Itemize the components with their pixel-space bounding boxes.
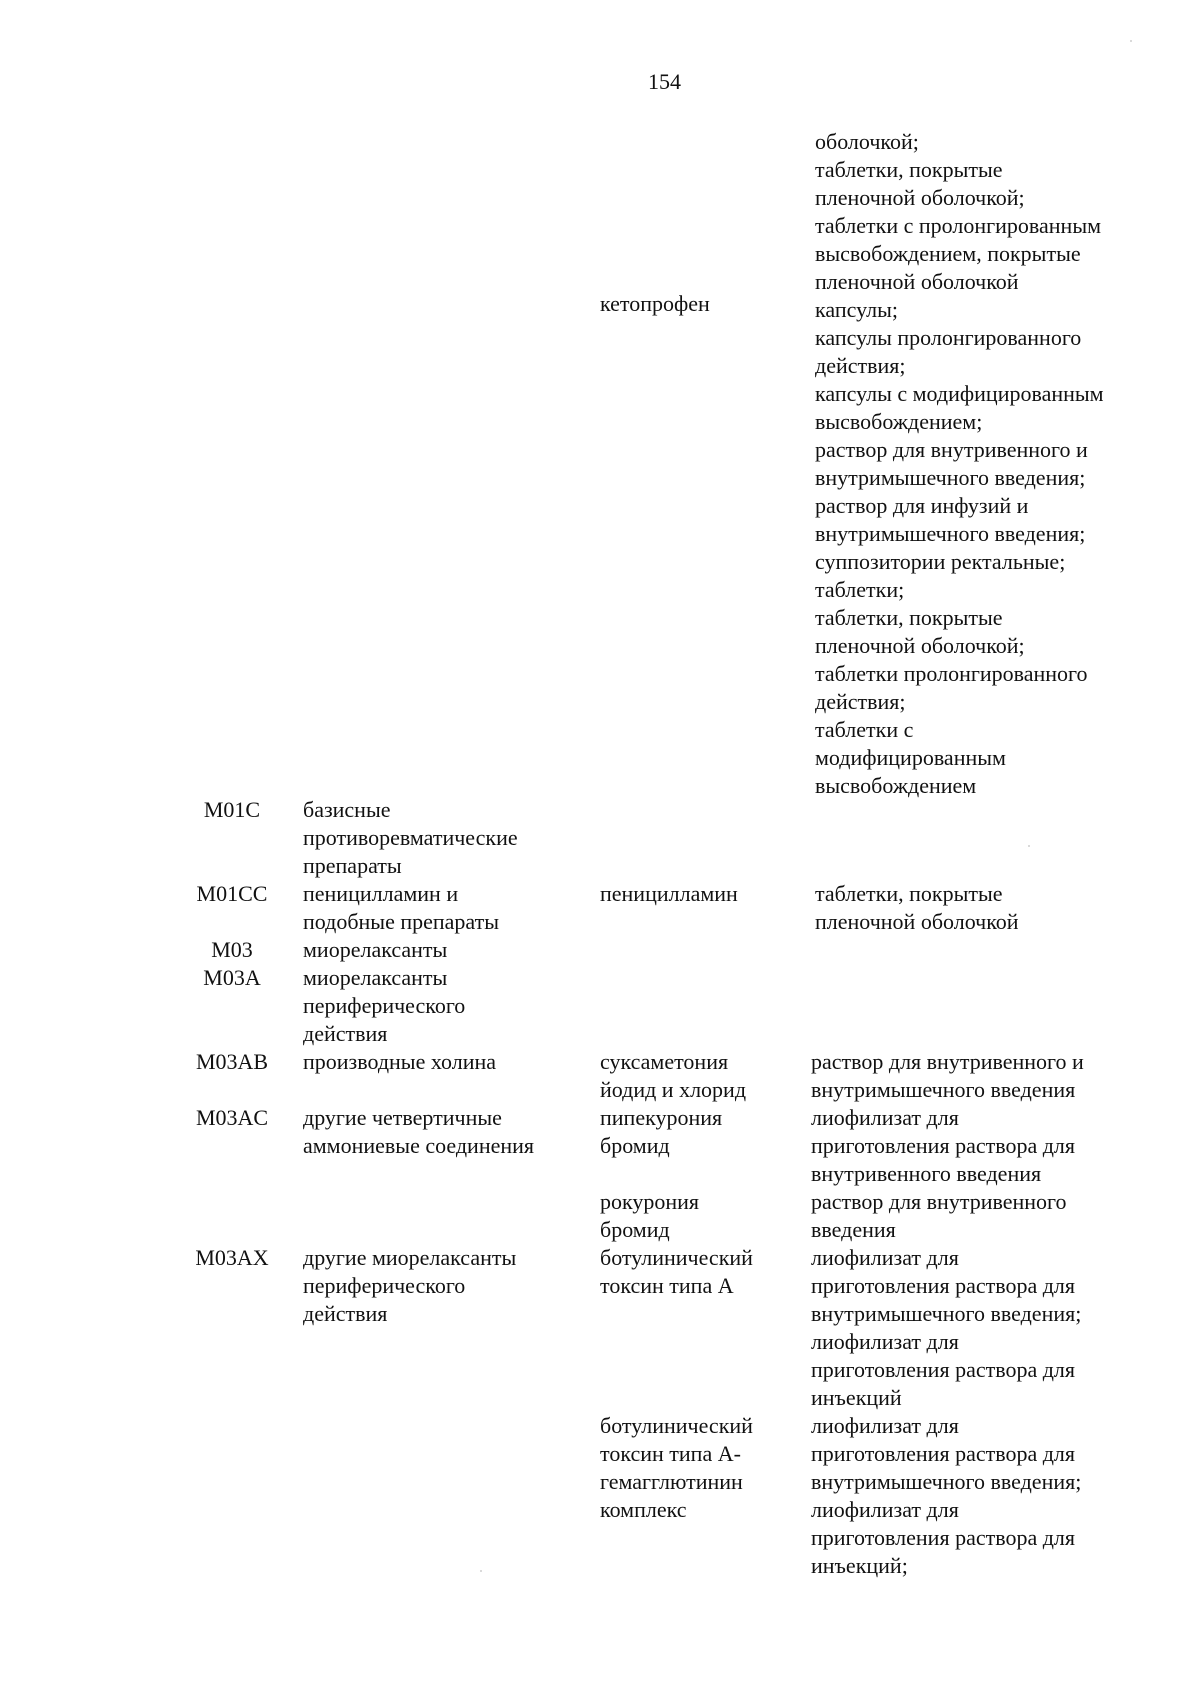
drug-name: [600, 1412, 753, 1524]
drug-name-line: бромид: [600, 1133, 670, 1158]
dosage-form-line: высвобождением;: [815, 409, 983, 434]
group-name-line: другие миорелаксанты: [303, 1245, 517, 1270]
dosage-form-line: раствор для внутривенного: [811, 1189, 1067, 1214]
atc-code: [172, 796, 292, 824]
atc-code-text: M03: [211, 937, 253, 962]
drug-name-line: токсин типа А-: [600, 1441, 741, 1466]
dosage-form-line: высвобождением, покрытые: [815, 241, 1081, 266]
dosage-form-line: лиофилизат для: [811, 1105, 959, 1130]
group-name: [303, 1048, 496, 1076]
dosage-form-line: капсулы пролонгированного: [815, 325, 1082, 350]
group-name-line: подобные препараты: [303, 909, 500, 934]
group-name: [303, 880, 499, 936]
dosage-form-line: приготовления раствора для: [811, 1357, 1075, 1382]
dosage-form-line: пленочной оболочкой: [815, 909, 1019, 934]
group-name-line: производные холина: [303, 1049, 497, 1074]
dosage-form-line: таблетки;: [815, 577, 905, 602]
dosage-form-line: таблетки, покрытые: [815, 157, 1003, 182]
dosage-form-line: пленочной оболочкой;: [815, 185, 1025, 210]
drug-name-line: комплекс: [600, 1497, 687, 1522]
group-name: [303, 964, 465, 1048]
dosage-form-line: модифицированным: [815, 745, 1006, 770]
dosage-form-line: пленочной оболочкой: [815, 269, 1019, 294]
drug-name-line: гемагглютинин: [600, 1469, 743, 1494]
dosage-form-line: лиофилизат для: [811, 1497, 959, 1522]
group-name-line: другие четвертичные: [303, 1105, 502, 1130]
atc-code: [172, 936, 292, 964]
atc-code: [172, 880, 292, 908]
scan-speck: [1130, 40, 1132, 42]
group-name: [303, 1244, 516, 1328]
drug-name-line: пипекурония: [600, 1105, 723, 1130]
dosage-form-line: таблетки пролонгированного: [815, 661, 1088, 686]
drug-name: [600, 1048, 746, 1104]
atc-code-text: M03AC: [195, 1105, 269, 1130]
dosage-form-line: приготовления раствора для: [811, 1441, 1075, 1466]
scan-speck: [1028, 845, 1030, 847]
dosage-form-line: действия;: [815, 353, 906, 378]
drug-name: [600, 1244, 753, 1300]
atc-code-text: M03AB: [195, 1049, 269, 1074]
dosage-form-line: действия;: [815, 689, 906, 714]
dosage-form-line: суппозитории ректальные;: [815, 549, 1066, 574]
group-name-line: препараты: [303, 853, 402, 878]
group-name: [303, 796, 518, 880]
group-name-line: противоревматические: [303, 825, 518, 850]
dosage-forms-ketoprofen: [815, 128, 1104, 800]
dosage-form-line: высвобождением: [815, 773, 977, 798]
drug-name-line: кетопрофен: [600, 291, 710, 316]
atc-code-text: M01C: [203, 797, 261, 822]
dosage-forms: [815, 880, 1019, 936]
atc-code: [172, 1048, 292, 1076]
page-number: 154: [648, 69, 681, 94]
dosage-form-line: оболочкой;: [815, 129, 919, 154]
group-name: [303, 1104, 534, 1160]
atc-code-text: M03AX: [195, 1245, 269, 1270]
dosage-forms: [811, 1048, 1084, 1104]
drug-name-line: йодид и хлорид: [600, 1077, 747, 1102]
group-name-line: аммониевые соединения: [303, 1133, 535, 1158]
dosage-form-line: внутримышечного введения;: [811, 1301, 1082, 1326]
drug-name-line: суксаметония: [600, 1049, 729, 1074]
group-name-line: миорелаксанты: [303, 965, 448, 990]
dosage-form-line: внутримышечного введения;: [815, 521, 1086, 546]
dosage-forms: [811, 1188, 1067, 1244]
dosage-form-line: введения: [811, 1217, 896, 1242]
group-name-line: действия: [303, 1021, 388, 1046]
dosage-form-line: лиофилизат для: [811, 1329, 959, 1354]
atc-code: [172, 1244, 292, 1272]
dosage-form-line: приготовления раствора для: [811, 1525, 1075, 1550]
drug-name-line: бромид: [600, 1217, 670, 1242]
scan-speck: [480, 1570, 482, 1572]
dosage-form-line: таблетки с: [815, 717, 914, 742]
dosage-form-line: раствор для инфузий и: [815, 493, 1029, 518]
dosage-form-line: лиофилизат для: [811, 1413, 959, 1438]
dosage-forms: [811, 1244, 1081, 1412]
dosage-form-line: таблетки с пролонгированным: [815, 213, 1102, 238]
dosage-form-line: пленочной оболочкой;: [815, 633, 1025, 658]
dosage-form-line: внутривенного введения: [811, 1161, 1042, 1186]
atc-code: [172, 1104, 292, 1132]
atc-code-text: M03A: [203, 965, 261, 990]
drug-name-line: ботулинический: [600, 1413, 753, 1438]
dosage-form-line: раствор для внутривенного и: [811, 1049, 1084, 1074]
drug-name: [600, 1104, 722, 1160]
group-name-line: миорелаксанты: [303, 937, 448, 962]
drug-name-line: пеницилламин: [600, 881, 738, 906]
drug-name-line: рокурония: [600, 1189, 700, 1214]
group-name-line: периферического: [303, 993, 466, 1018]
dosage-form-line: приготовления раствора для: [811, 1273, 1075, 1298]
dosage-forms: [811, 1104, 1075, 1188]
dosage-form-line: приготовления раствора для: [811, 1133, 1075, 1158]
group-name-line: пеницилламин и: [303, 881, 459, 906]
dosage-form-line: таблетки, покрытые: [815, 605, 1003, 630]
atc-code-text: M01CC: [196, 881, 268, 906]
dosage-form-line: капсулы;: [815, 297, 898, 322]
dosage-form-line: раствор для внутривенного и: [815, 437, 1088, 462]
group-name-line: базисные: [303, 797, 391, 822]
dosage-form-line: таблетки, покрытые: [815, 881, 1003, 906]
drug-name-ketoprofen: [600, 290, 710, 318]
dosage-form-line: внутримышечного введения;: [815, 465, 1086, 490]
drug-name: [600, 880, 738, 908]
dosage-forms: [811, 1412, 1081, 1580]
drug-name-line: ботулинический: [600, 1245, 753, 1270]
atc-code: [172, 964, 292, 992]
drug-name: [600, 1188, 699, 1244]
dosage-form-line: инъекций;: [811, 1553, 908, 1578]
group-name: [303, 936, 447, 964]
dosage-form-line: внутримышечного введения;: [811, 1469, 1082, 1494]
dosage-form-line: инъекций: [811, 1385, 902, 1410]
group-name-line: периферического: [303, 1273, 466, 1298]
group-name-line: действия: [303, 1301, 388, 1326]
drug-name-line: токсин типа А: [600, 1273, 734, 1298]
dosage-form-line: лиофилизат для: [811, 1245, 959, 1270]
dosage-form-line: капсулы с модифицированным: [815, 381, 1104, 406]
dosage-form-line: внутримышечного введения: [811, 1077, 1076, 1102]
